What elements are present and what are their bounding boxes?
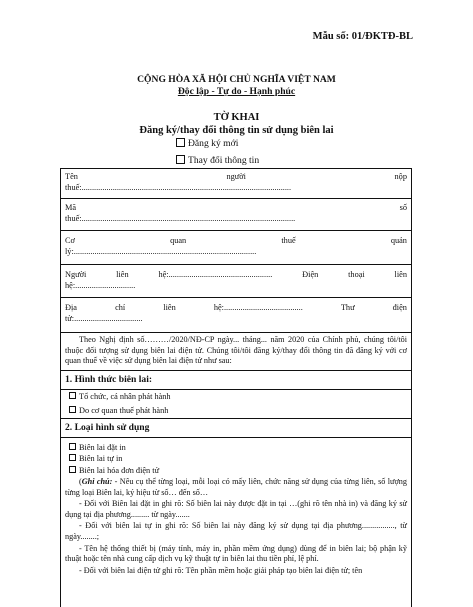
- checkbox-change[interactable]: [176, 155, 185, 164]
- checkbox-icon[interactable]: [69, 443, 76, 450]
- usage-option-ordered[interactable]: [61, 442, 411, 454]
- option-label: Biên lai hóa đơn điện tử: [79, 465, 160, 475]
- receipt-form-option-org[interactable]: [61, 390, 411, 404]
- contact-phone-field[interactable]: hệ:.............................: [65, 281, 136, 290]
- row-word: quản: [390, 236, 407, 245]
- row-word: liên: [116, 270, 129, 279]
- row-word: số: [399, 203, 407, 212]
- checkbox-icon[interactable]: [69, 466, 76, 473]
- note-paragraph: (Ghi chú: - Nêu cụ thể từng loại, mỗi loại có mấy liên, chức năng sử dụng của từng liên, số lượng từng loại Biên lai, ký hiệu từ số… đến số…: [65, 477, 407, 497]
- row-word: liên: [394, 270, 407, 279]
- row-word: Mã: [65, 203, 77, 212]
- note-label: Ghi chú:: [81, 477, 113, 486]
- tax-code-field[interactable]: thuế:.......................................................................................................: [65, 214, 296, 223]
- row-word: liên: [163, 303, 176, 312]
- row-word: Cơ: [65, 236, 75, 245]
- row-word: thuế: [281, 236, 296, 245]
- form-title: [0, 111, 473, 137]
- row-word: Thư: [340, 303, 355, 312]
- contact-address-field[interactable]: hệ:......................................: [213, 303, 303, 312]
- row-word: thoại: [348, 270, 365, 279]
- tax-authority-field[interactable]: lý:........................................................................................: [65, 247, 257, 256]
- email-field[interactable]: tử:.................................: [65, 314, 143, 323]
- option-label: Biên lai tự in: [79, 454, 123, 463]
- option-change[interactable]: [176, 155, 259, 166]
- receipt-form-option-tax-office[interactable]: [61, 404, 411, 419]
- contact-person-field[interactable]: hệ:..................................................: [158, 270, 273, 279]
- contact-address-row[interactable]: [61, 298, 411, 333]
- checkbox-icon[interactable]: [69, 392, 76, 399]
- row-word: Điện: [302, 270, 319, 279]
- row-word: Người: [65, 270, 87, 279]
- option-label: Biên lai đặt in: [79, 442, 126, 452]
- option-register[interactable]: [176, 138, 238, 149]
- row-word: điện: [392, 303, 407, 312]
- tax-authority-row[interactable]: [61, 231, 411, 265]
- row-word: Địa: [65, 303, 77, 312]
- row-word: quan: [170, 236, 187, 245]
- checkbox-icon[interactable]: [69, 454, 76, 461]
- intro-paragraph: Theo Nghị định số………/2020/NĐ-CP ngày... tháng... năm 2020 của Chính phủ, chúng tôi/tôi thuộc đối tượng sử dụng biên lai điện tử. Chúng tôi/tôi đăng ký/thay đổi thông tin đã đăng ký với cơ quan thuế về việc sử dụng biên lai điện tử như sau:: [61, 333, 411, 371]
- title-main: TỜ KHAI: [213, 112, 260, 123]
- note-line: - Đối với biên lai điện tử ghi rõ: Tên phần mềm hoặc giải pháp tạo biên lai điện tử; tên: [79, 565, 363, 575]
- note-line: - Tên hệ thống thiết bị (máy tính, máy in, phần mềm ứng dụng) dùng để in biên lai; bộ phận kỹ thuật hoặc tên nhà cung cấp dịch vụ kỹ thuật tự in biên lai thu tiền phí, lệ phí.: [65, 543, 407, 564]
- row-word: nộp: [394, 172, 407, 181]
- row-word: người: [226, 172, 246, 181]
- section1-title: 1. Hình thức biên lai:: [61, 371, 411, 390]
- checkbox-register[interactable]: [176, 138, 185, 147]
- option-change-label: Thay đổi thông tin: [188, 155, 260, 166]
- nation-name: CỘNG HÒA XÃ HỘI CHỦ NGHĨA VIỆT NAM: [137, 74, 336, 85]
- title-sub: Đăng ký/thay đổi thông tin sử dụng biên lai: [139, 125, 334, 136]
- note-line: - Đối với Biên lai đặt in ghi rõ: Số biên lai này được đặt in tại …(ghi rõ tên nhà in) và đăng ký sử dụng tại địa phương......... từ ngày.......: [65, 499, 407, 519]
- row-word: Tên: [65, 172, 78, 181]
- tax-code-row[interactable]: [61, 199, 411, 231]
- note-line: - Đối với biên lai tự in ghi rõ: Số biên lai này đăng ký sử dụng tại địa phương................, từ ngày........;: [65, 521, 407, 541]
- form-table: [60, 168, 412, 607]
- option-register-label: Đăng ký mới: [188, 138, 239, 149]
- form-code: Mẫu số: 01/ĐKTĐ-BL: [312, 31, 413, 42]
- national-header: [0, 74, 473, 98]
- usage-option-electronic[interactable]: [61, 465, 411, 477]
- usage-option-self-print[interactable]: [61, 453, 411, 465]
- contact-person-row[interactable]: [61, 265, 411, 298]
- option-label: Do cơ quan thuế phát hành: [79, 405, 169, 415]
- national-motto: Độc lập - Tự do - Hạnh phúc: [177, 86, 296, 97]
- checkbox-icon[interactable]: [69, 406, 76, 413]
- taxpayer-name-row[interactable]: [61, 169, 411, 199]
- taxpayer-name-field[interactable]: thuế:.....................................................................................................: [65, 183, 292, 192]
- row-word: chỉ: [115, 303, 126, 312]
- option-label: Tổ chức, cá nhân phát hành: [79, 391, 171, 401]
- section2-title: 2. Loại hình sử dụng: [61, 419, 411, 438]
- note-text: - Nêu cụ thể từng loại, mỗi loại có mấy liên, chức năng sử dụng của từng liên, số lượng từng loại Biên lai, ký hiệu từ số… đến số…: [65, 477, 407, 497]
